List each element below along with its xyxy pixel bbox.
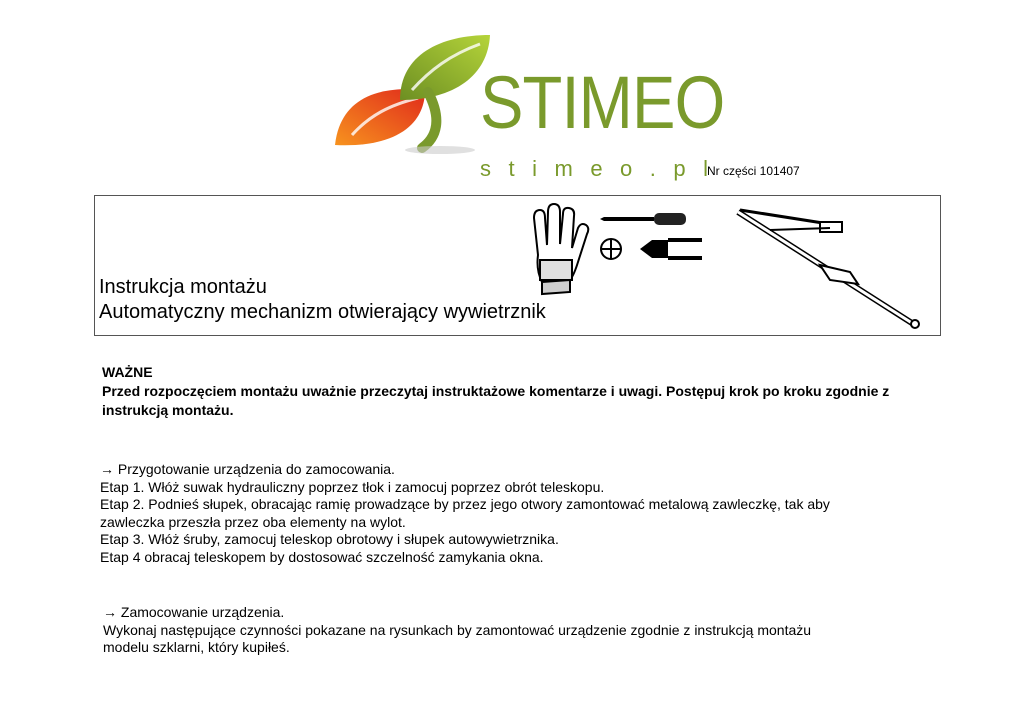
step-line: zawleczka przeszła przez oba elementy na wylot. — [100, 513, 406, 530]
logo-wordmark: STIMEO — [480, 61, 725, 144]
leaf-logo-icon — [330, 30, 500, 160]
important-heading: WAŻNE — [102, 364, 153, 380]
flat-blade-icon — [640, 238, 702, 260]
important-text: Przed rozpoczęciem montażu uważnie przeczytaj instruktażowe komentarze i uwagi. Postępuj krok po kroku zgodnie z instrukcją montażu. — [102, 383, 890, 418]
step-line: Etap 3. Włóż śruby, zamocuj teleskop obrotowy i słupek autowywietrznika. — [100, 531, 559, 547]
mounting-section — [103, 604, 811, 657]
page-title: Instrukcja montażu — [99, 276, 267, 298]
window-opener-icon — [738, 210, 919, 328]
phillips-icon — [601, 239, 621, 259]
section-heading: → Zamocowanie urządzenia. — [103, 604, 285, 620]
part-number: Nr części 101407 — [707, 164, 800, 178]
page-subtitle: Automatyczny mechanizm otwierający wywietrznik — [99, 301, 546, 323]
stimeo-logo — [330, 30, 740, 181]
glove-icon — [534, 204, 588, 294]
logo-url: stimeo.pl — [480, 156, 726, 181]
step-line: Etap 2. Podnieś słupek, obracając ramię prowadzące by przez jego otwory zamontować metalową zawleczkę, tak aby — [100, 496, 830, 512]
step-line: Etap 4 obracaj teleskopem by dostosować szczelność zamykania okna. — [100, 548, 544, 565]
text-line: modelu szklarni, który kupiłeś. — [103, 639, 290, 655]
section-heading: → Przygotowanie urządzenia do zamocowania. — [100, 461, 395, 477]
tool-illustrations — [520, 200, 920, 335]
screwdriver-icon — [600, 213, 686, 225]
text-line: Wykonaj następujące czynności pokazane na rysunkach by zamontować urządzenie zgodnie z instrukcją montażu — [103, 621, 812, 638]
preparation-section — [100, 461, 830, 566]
step-line: Etap 1. Włóż suwak hydrauliczny poprzez tłok i zamocuj poprzez obrót teleskopu. — [100, 478, 605, 495]
